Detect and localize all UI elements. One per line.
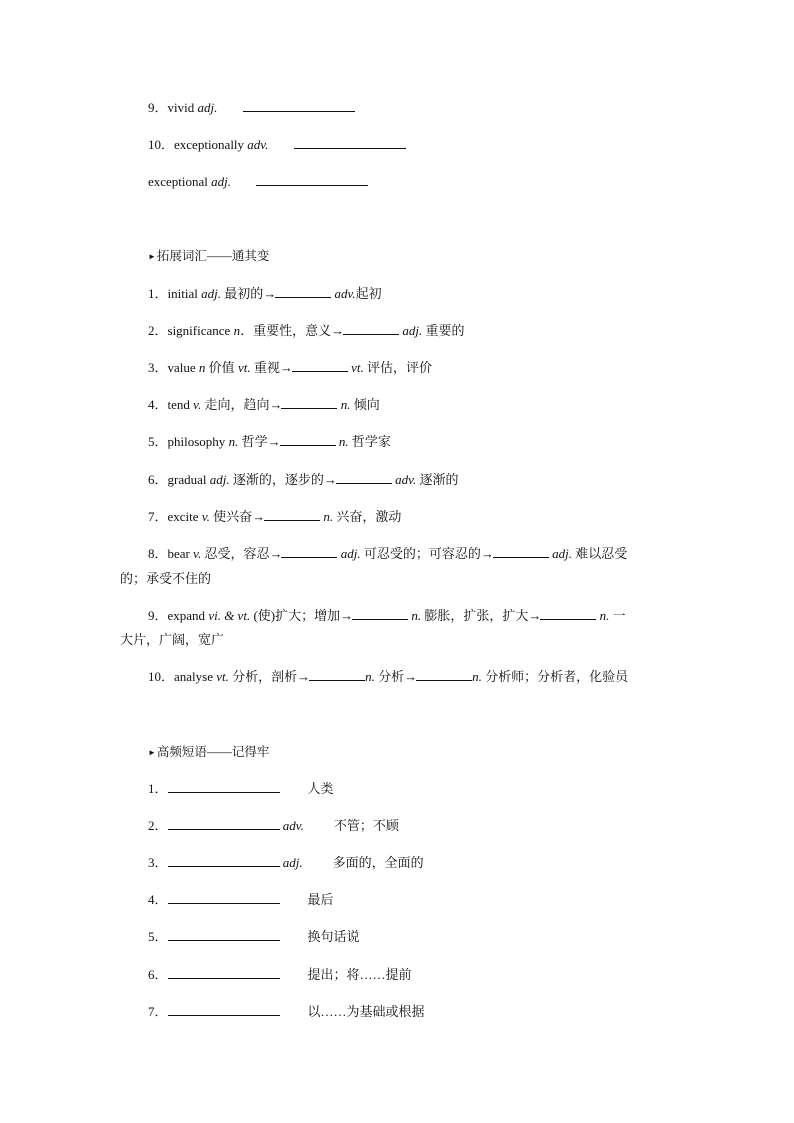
answer-blank[interactable]: [352, 607, 408, 620]
answer-blank[interactable]: [280, 433, 336, 446]
arrow-icon: →: [267, 434, 281, 449]
answer-blank[interactable]: [281, 545, 337, 558]
phrase-item-7: 7． 以……为基础或根据: [148, 1004, 425, 1019]
answer-blank[interactable]: [343, 322, 399, 335]
item-word: vivid: [167, 100, 195, 115]
vocab-item-10: [148, 136, 406, 154]
answer-blank[interactable]: [168, 928, 280, 941]
arrow-icon: →: [480, 546, 494, 561]
vocab-item-10b: [148, 173, 368, 191]
expand-item-6: 6．gradual adj. 逐渐的，逐步的→ adv. 逐渐的: [148, 472, 459, 487]
arrow-icon: →: [404, 669, 418, 684]
answer-blank[interactable]: [281, 396, 337, 409]
phrase-item-6: 6． 提出；将……提前: [148, 967, 412, 982]
arrow-icon: →: [279, 360, 293, 375]
answer-blank[interactable]: [256, 173, 368, 186]
arrow-icon: →: [323, 472, 337, 487]
triangle-bullet-icon: ►: [148, 748, 156, 758]
arrow-icon: →: [269, 546, 283, 561]
item-number: 10．: [148, 137, 175, 152]
arrow-icon: →: [252, 509, 266, 524]
expand-item-1: 1．initial adj. 最初的→ adv.起初: [148, 286, 382, 301]
expand-item-2: 2．significance n．重要性，意义→ adj. 重要的: [148, 323, 465, 338]
expand-item-7: 7．excite v. 使兴奋→ n. 兴奋，激动: [148, 509, 402, 524]
arrow-icon: →: [263, 286, 277, 301]
arrow-icon: →: [528, 608, 542, 623]
expand-item-5: 5．philosophy n. 哲学→ n. 哲学家: [148, 434, 391, 449]
vocab-item-9: [148, 99, 355, 117]
answer-blank[interactable]: [493, 545, 549, 558]
section-heading-phrases: ►高频短语——记得牢: [148, 743, 269, 762]
answer-blank[interactable]: [294, 136, 406, 149]
answer-blank[interactable]: [292, 359, 348, 372]
section-heading-expand: ►拓展词汇——通其变: [148, 247, 269, 266]
arrow-icon: →: [340, 608, 354, 623]
answer-blank[interactable]: [168, 966, 280, 979]
answer-blank[interactable]: [168, 1003, 280, 1016]
expand-item-8: 8．bear v. 忍受，容忍→ adj. 可忍受的；可容忍的→ adj. 难以忍受: [148, 546, 628, 561]
expand-item-10: 10．analyse vt. 分析，剖析→ n. 分析→ n. 分析师；分析者，化验员: [148, 669, 629, 684]
answer-blank[interactable]: [168, 780, 280, 793]
answer-blank[interactable]: [309, 668, 365, 681]
item-pos: adj.: [211, 174, 232, 189]
phrase-item-2: 2． adv. 不管；不顾: [148, 818, 399, 833]
expand-item-3: 3．value n 价值 vt. 重视→ vt. 评估，评价: [148, 360, 432, 375]
answer-blank[interactable]: [540, 607, 596, 620]
item-pos: adv.: [247, 137, 269, 152]
answer-blank[interactable]: [243, 99, 355, 112]
phrase-item-1: 1． 人类: [148, 781, 334, 796]
answer-blank[interactable]: [168, 854, 280, 867]
item-pos: adj.: [197, 100, 218, 115]
phrase-item-4: 4． 最后: [148, 892, 334, 907]
answer-blank[interactable]: [168, 891, 280, 904]
expand-item-8-continuation: 的；承受不住的: [120, 571, 212, 586]
expand-item-4: 4．tend v. 走向，趋向→ n. 倾向: [148, 397, 380, 412]
triangle-bullet-icon: ►: [148, 252, 156, 262]
answer-blank[interactable]: [264, 508, 320, 521]
item-number: 9．: [148, 100, 168, 115]
expand-item-9: 9．expand vi. & vt. (使)扩大；增加→ n. 膨胀，扩张，扩大→ n. 一: [148, 608, 626, 623]
item-word: exceptionally: [174, 137, 245, 152]
answer-blank[interactable]: [336, 471, 392, 484]
expand-item-9-continuation: 大片，广阔，宽广: [120, 632, 225, 647]
answer-blank[interactable]: [168, 817, 280, 830]
item-word: exceptional: [148, 174, 208, 189]
phrase-item-3: 3． adj. 多面的，全面的: [148, 855, 424, 870]
answer-blank[interactable]: [416, 668, 472, 681]
arrow-icon: →: [269, 397, 283, 412]
phrase-item-5: 5． 换句话说: [148, 929, 360, 944]
arrow-icon: →: [297, 669, 311, 684]
answer-blank[interactable]: [275, 285, 331, 298]
arrow-icon: →: [331, 323, 345, 338]
